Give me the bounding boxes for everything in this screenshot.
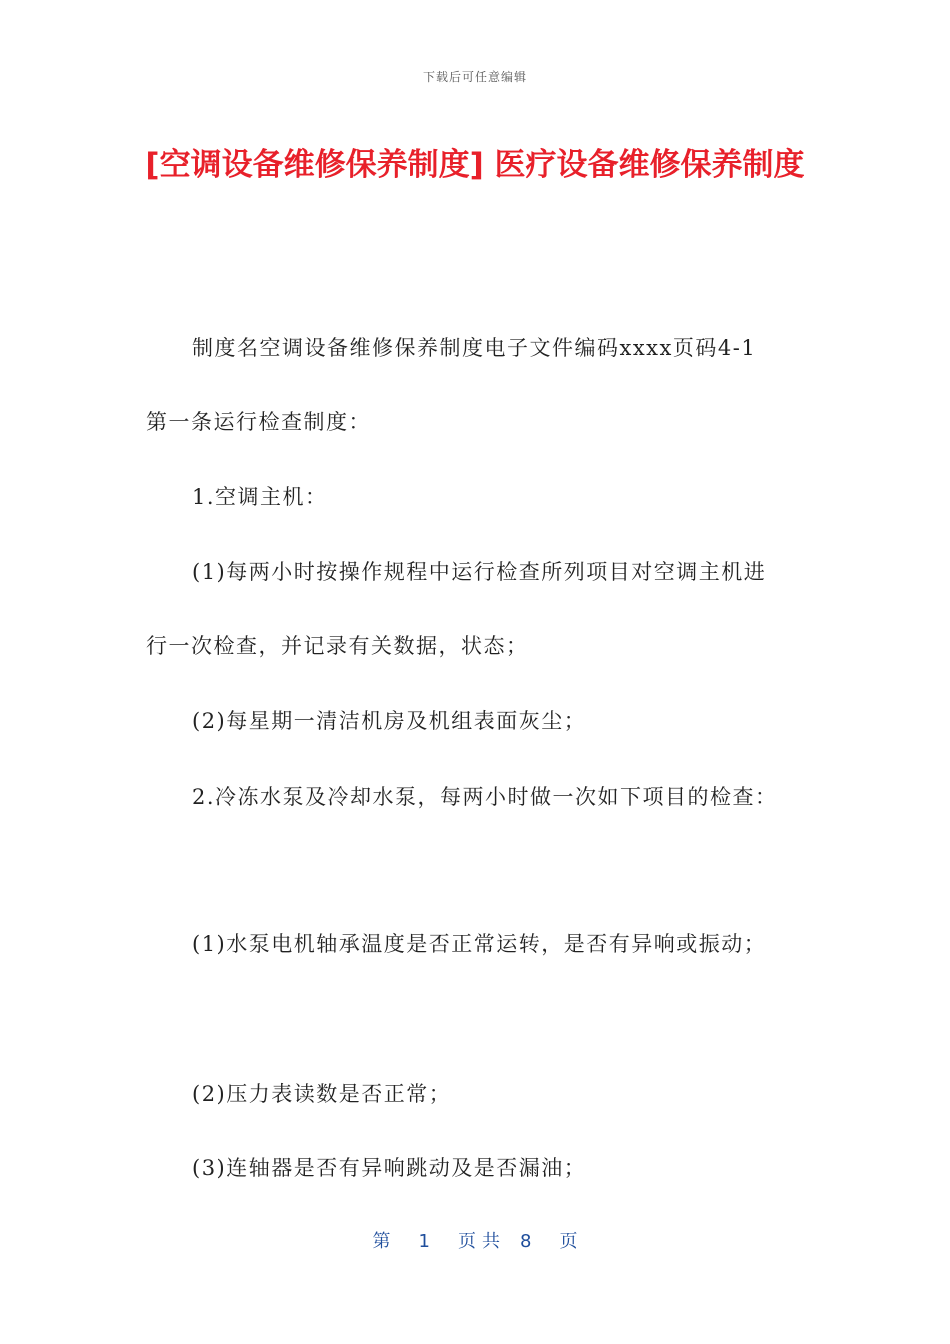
paragraph-section-2: 2.冷冻水泵及冷却水泵，每两小时做一次如下项目的检查： (192, 785, 778, 809)
paragraph-item-2-2: (2)压力表读数是否正常； (192, 1082, 452, 1106)
footer-total-pages: 8 (520, 1231, 532, 1252)
footer-current-page: 1 (418, 1231, 430, 1252)
document-title: [空调设备维修保养制度] 医疗设备维修保养制度 (145, 147, 805, 183)
paragraph-article-one: 第一条运行检查制度： (146, 410, 371, 434)
paragraph-doc-info: 制度名空调设备维修保养制度电子文件编码xxxx页码4-1 (192, 336, 757, 360)
footer-prefix: 第 (372, 1231, 391, 1252)
footer-middle: 页共 (458, 1231, 506, 1252)
footer-suffix: 页 (559, 1231, 578, 1252)
paragraph-item-1-2: (2)每星期一清洁机房及机组表面灰尘； (192, 709, 587, 733)
page-number-footer (0, 1227, 950, 1253)
paragraph-item-2-1: (1)水泵电机轴承温度是否正常运转，是否有异响或振动； (192, 932, 767, 956)
header-note: 下载后可任意编辑 (422, 70, 527, 84)
paragraph-item-2-3: (3)连轴器是否有异响跳动及是否漏油； (192, 1156, 587, 1180)
paragraph-item-1-1-cont: 行一次检查，并记录有关数据，状态； (146, 634, 529, 658)
paragraph-section-1: 1.空调主机： (192, 485, 328, 509)
paragraph-item-1-1: (1)每两小时按操作规程中运行检查所列项目对空调主机进 (192, 560, 767, 584)
